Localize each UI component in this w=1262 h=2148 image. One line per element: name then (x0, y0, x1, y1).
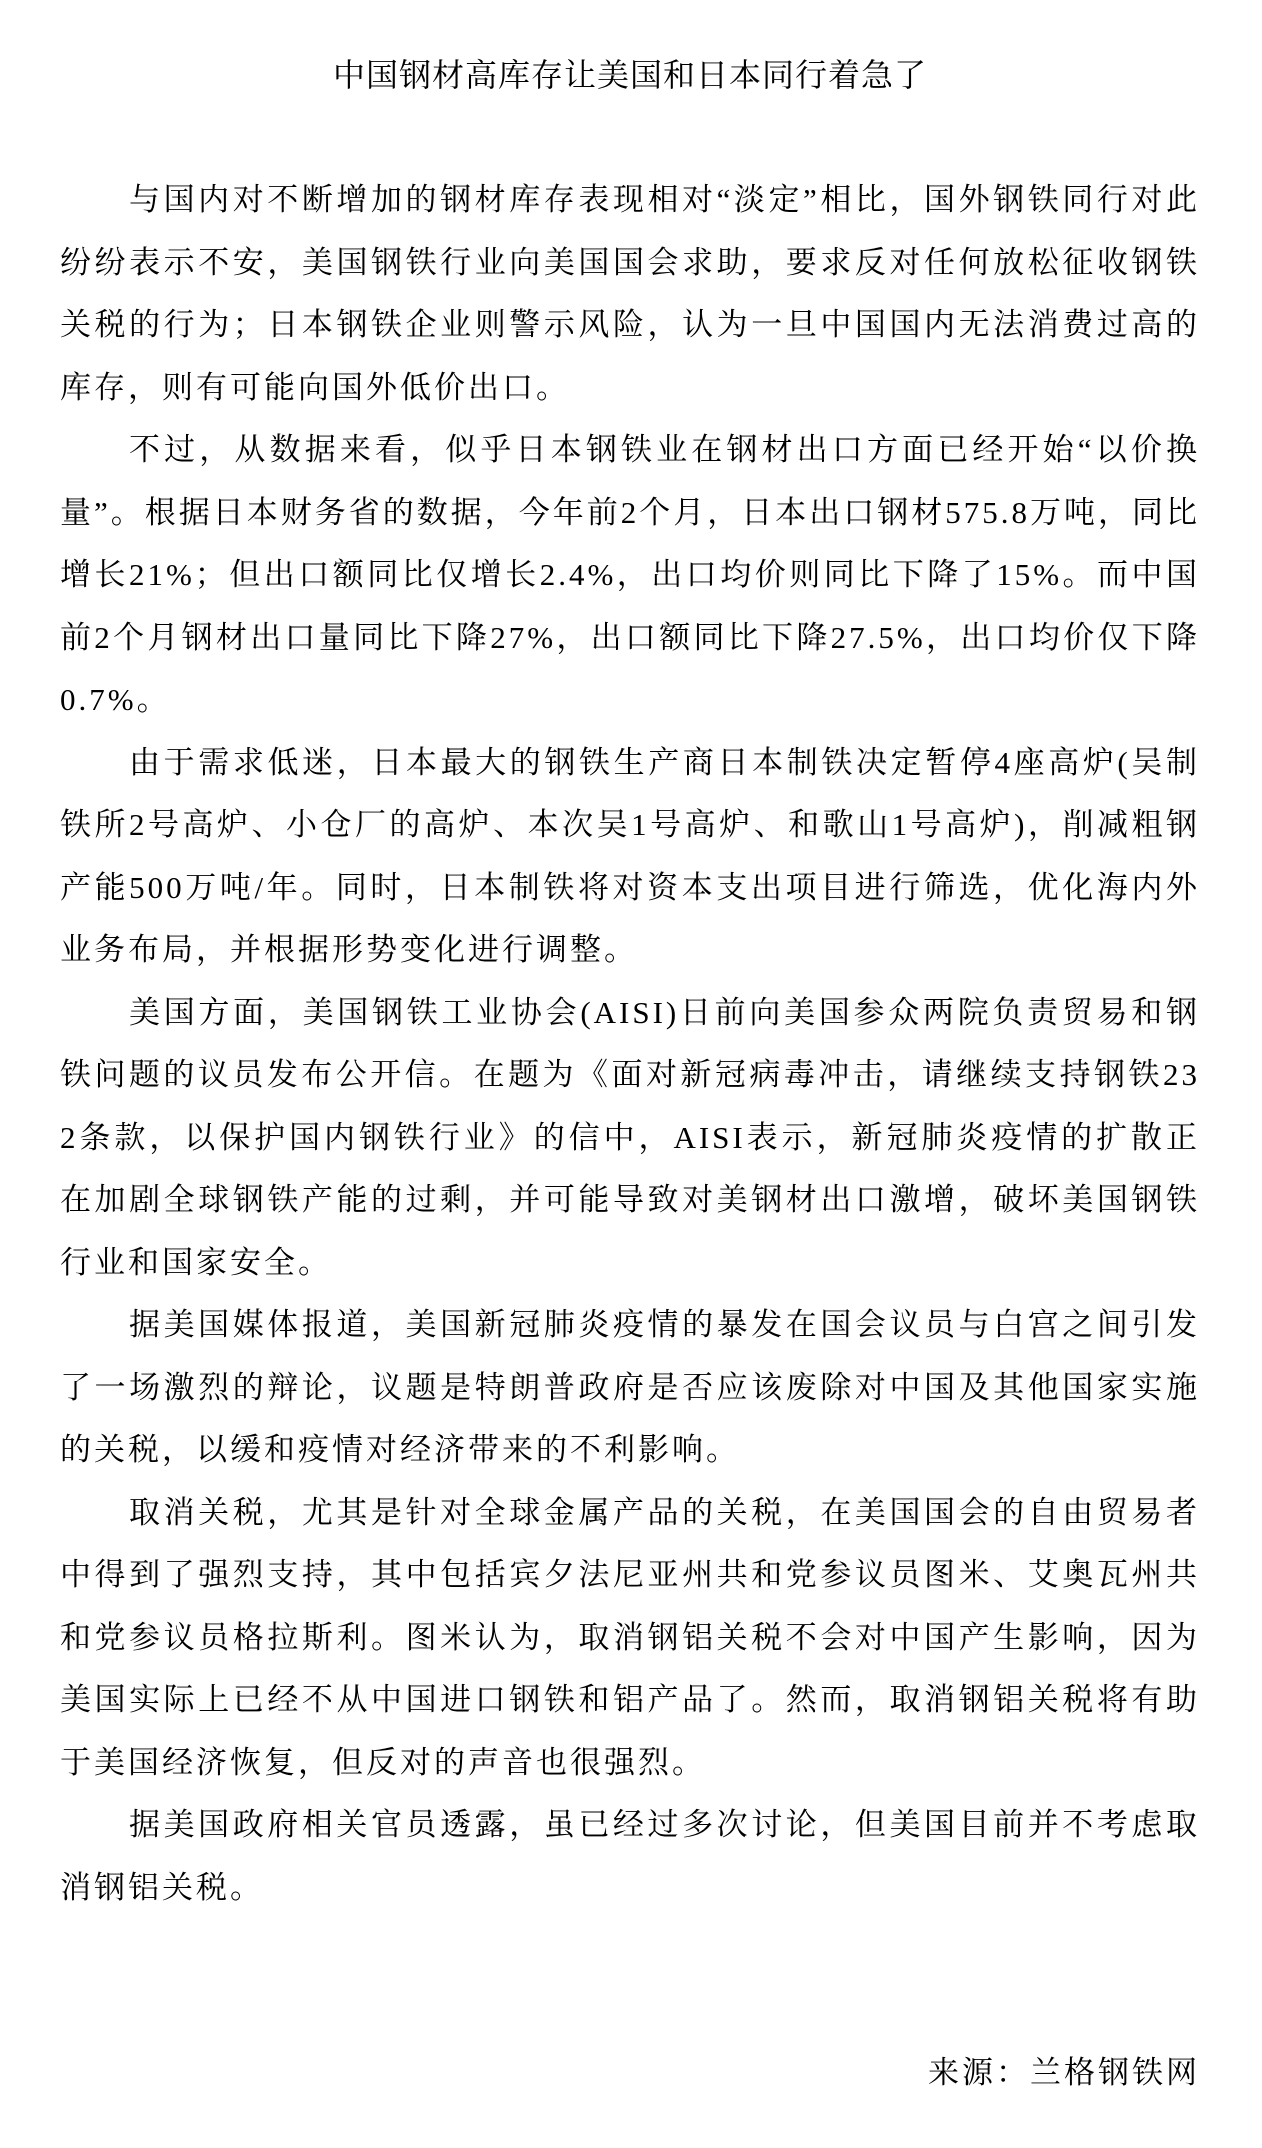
paragraph-3: 由于需求低迷，日本最大的钢铁生产商日本制铁决定暂停4座高炉(吴制铁所2号高炉、小仓厂的高炉、本次吴1号高炉、和歌山1号高炉)，削减粗钢产能500万吨/年。同时，日本制铁将对资本支出项目进行筛选，优化海内外业务布局，并根据形势变化进行调整。 (60, 744, 1200, 967)
article-body (60, 169, 1200, 1919)
paragraph-1: 与国内对不断增加的钢材库存表现相对“淡定”相比，国外钢铁同行对此纷纷表示不安，美国钢铁行业向美国国会求助，要求反对任何放松征收钢铁关税的行为；日本钢铁企业则警示风险，认为一旦中国国内无法消费过高的库存，则有可能向国外低价出口。 (60, 182, 1200, 405)
paragraph-5: 据美国媒体报道，美国新冠肺炎疫情的暴发在国会议员与白宫之间引发了一场激烈的辩论，议题是特朗普政府是否应该废除对中国及其他国家实施的关税，以缓和疫情对经济带来的不利影响。 (60, 1307, 1200, 1467)
paragraph-4: 美国方面，美国钢铁工业协会(AISI)日前向美国参众两院负责贸易和钢铁问题的议员发布公开信。在题为《面对新冠病毒冲击，请继续支持钢铁232条款，以保护国内钢铁行业》的信中，AISI表示，新冠肺炎疫情的扩散正在加剧全球钢铁产能的过剩，并可能导致对美钢材出口激增，破坏美国钢铁行业和国家安全。 (60, 994, 1200, 1280)
source-attribution: 来源：兰格钢铁网 (928, 2055, 1200, 2090)
paragraph-7: 据美国政府相关官员透露，虽已经过多次讨论，但美国目前并不考虑取消钢铝关税。 (60, 1807, 1200, 1905)
paragraph-2: 不过，从数据来看，似乎日本钢铁业在钢材出口方面已经开始“以价换量”。根据日本财务省的数据，今年前2个月，日本出口钢材575.8万吨，同比增长21%；但出口额同比仅增长2.4%，出口均价则同比下降了15%。而中国前2个月钢材出口量同比下降27%，出口额同比下降27.5%，出口均价仅下降0.7%。 (60, 432, 1201, 717)
paragraph-6: 取消关税，尤其是针对全球金属产品的关税，在美国国会的自由贸易者中得到了强烈支持，其中包括宾夕法尼亚州共和党参议员图米、艾奥瓦州共和党参议员格拉斯利。图米认为，取消钢铝关税不会对中国产生影响，因为美国实际上已经不从中国进口钢铁和铝产品了。然而，取消钢铝关税将有助于美国经济恢复，但反对的声音也很强烈。 (60, 1494, 1200, 1780)
document-title: 中国钢材高库存让美国和日本同行着急了 (332, 57, 927, 93)
